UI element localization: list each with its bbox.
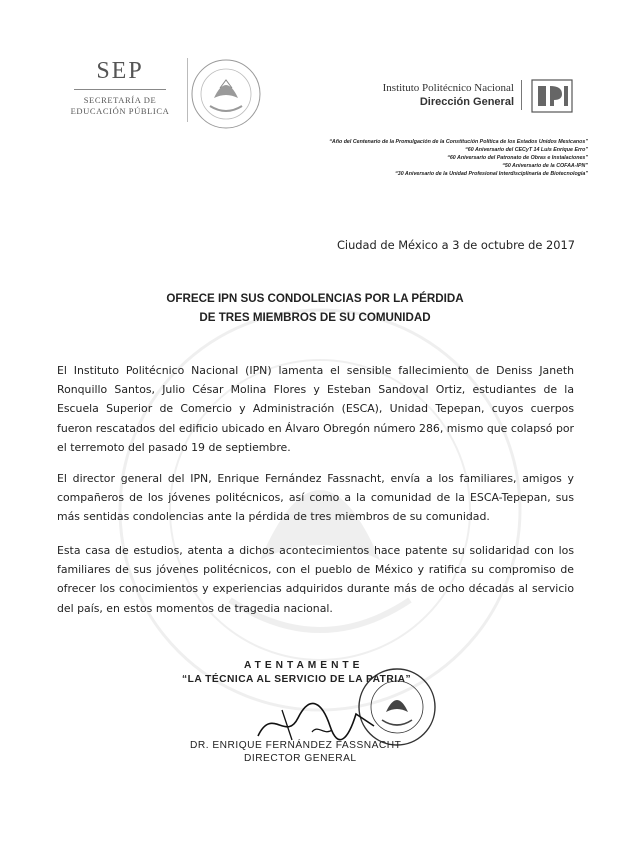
document-title [0,289,630,327]
document-title-line2: DE TRES MIEMBROS DE SU COMUNIDAD [199,311,431,324]
document-title-line1: OFRECE IPN SUS CONDOLENCIAS POR LA PÉRDIDA [166,292,464,305]
national-seal-icon [190,58,262,130]
sep-logo [60,58,180,117]
signature-closing: ATENTAMENTE [244,660,364,671]
sep-logo-subtitle-line2: EDUCACIÓN PÚBLICA [70,106,170,116]
ipn-logo-block [374,78,574,114]
signature-block [160,660,480,770]
motto-line: “60 Aniversario del CECyT 14 Luis Enrique Erro” [465,147,588,153]
sep-logo-rule [74,89,166,90]
document-date: Ciudad de México a 3 de octubre de 2017 [336,238,575,252]
body-paragraph-3: Esta casa de estudios, atenta a dichos acontecimientos hace patente su solidaridad con los familiares de sus jóvenes politécnicos, con el pueblo de México y ratifica su compromiso de ofrecer los conocimientos y experiencias adquiridos durante más de ocho décadas al servicio del país, en estos momentos de tragedia nacional. [57,544,574,615]
header-divider [187,58,188,122]
motto-line: “30 Aniversario de la Unidad Profesional Interdisciplinaria de Biotecnología” [395,171,588,177]
motto-line: “60 Aniversario del Patronato de Obras e Instalaciones” [447,155,588,161]
signature-motto: “LA TÉCNICA AL SERVICIO DE LA PATRIA” [182,674,412,685]
commemorative-mottos [329,138,588,178]
handwritten-signature-icon [252,696,382,746]
sep-logo-title: SEP [96,58,144,84]
signatory-role: DIRECTOR GENERAL [244,753,357,764]
ipn-logo-icon [530,78,574,114]
body-paragraph-1: El Instituto Politécnico Nacional (IPN) lamenta el sensible fallecimiento de Deniss Janeth Ronquillo Santos, Julio César Molina Flores y Esteban Sandoval Ortiz, estudiantes de la Escuela Superior de Comercio y Administración (ESCA), Unidad Tepepan, cuyos cuerpos fueron rescatados del edificio ubicado en Álvaro Obregón número 286, mismo que colapsó por el terremoto del pasado 19 de septiembre. [57,364,574,454]
sep-logo-subtitle-line1: SECRETARÍA DE [83,95,157,105]
body-paragraph-2: El director general del IPN, Enrique Fernández Fassnacht, envía a los familiares, amigos y compañeros de los jóvenes politécnicos, así como a la comunidad de la ESCA-Tepepan, sus más sentidas condolencias ante la pérdida de tres miembros de su comunidad. [57,472,574,524]
ipn-department: Dirección General [419,96,514,108]
ipn-name: Instituto Politécnico Nacional [382,82,514,94]
signatory-name: DR. ENRIQUE FERNÁNDEZ FASSNACHT [190,740,402,751]
ipn-rule [521,80,522,110]
motto-line: “Año del Centenario de la Promulgación de la Constitución Política de los Estados Unidos Mexicanos” [329,139,588,145]
motto-line: “50 Aniversario de la COFAA-IPN” [502,163,588,169]
